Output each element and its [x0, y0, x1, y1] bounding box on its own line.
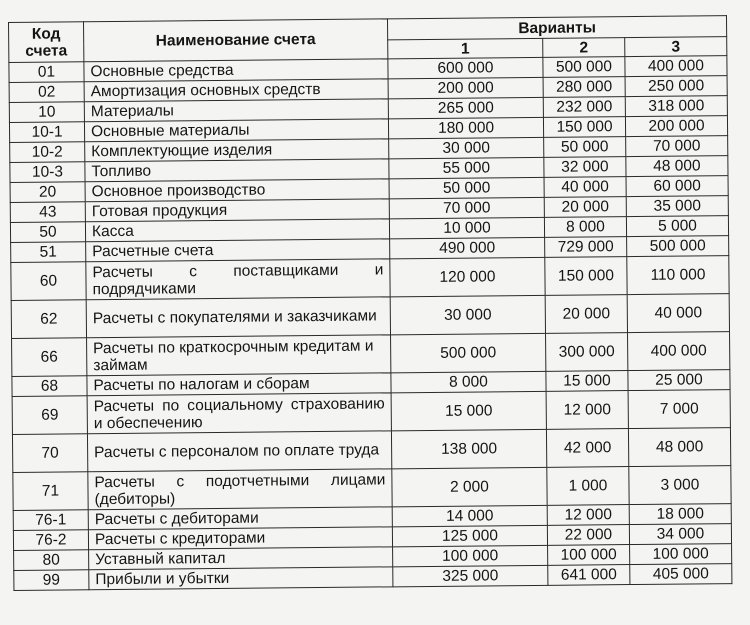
variant-2-value: 641 000: [548, 565, 630, 586]
variant-1-value: 30 000: [389, 137, 544, 158]
variant-2-value: 12 000: [546, 391, 628, 430]
name-header: Наименование счета: [84, 19, 388, 62]
account-name: Расчеты с покупателями и заказчиками: [86, 297, 390, 338]
account-name: Расчеты с персоналом по оплате труда: [87, 431, 391, 472]
variant-1-value: 55 000: [389, 157, 544, 178]
account-code: 70: [12, 434, 87, 473]
account-name: Расчеты по социальному страхованию и обеспечению: [87, 393, 391, 434]
variants-header: Варианты: [387, 16, 726, 40]
account-code: 76-2: [13, 530, 88, 551]
variant-2-value: 50 000: [544, 137, 626, 158]
variant-3-value: 110 000: [627, 256, 729, 295]
variant-1-value: 120 000: [390, 257, 545, 296]
variant-1-value: 138 000: [391, 429, 546, 468]
account-name: Расчетные счета: [86, 239, 390, 262]
account-name: Расчеты с дебиторами: [88, 507, 392, 530]
account-name: Амортизация основных средств: [84, 79, 388, 102]
account-code: 66: [12, 338, 87, 377]
variant-3-value: 48 000: [626, 156, 728, 177]
variant-1-value: 15 000: [391, 391, 546, 430]
account-name: Основные материалы: [84, 119, 388, 142]
account-code: 02: [9, 82, 84, 103]
account-code: 62: [11, 300, 86, 339]
variant-1-value: 500 000: [391, 333, 546, 372]
variant-1-value: 50 000: [389, 177, 544, 198]
accounts-table: [8, 15, 732, 591]
variant-3-value: 3 000: [629, 466, 731, 505]
variant-2-value: 232 000: [543, 97, 625, 118]
account-code: 10: [9, 102, 84, 123]
variant-2-value: 8 000: [544, 217, 626, 238]
account-code: 10-3: [10, 162, 85, 183]
variant-2-value: 500 000: [543, 57, 625, 78]
code-header: Код счета: [9, 22, 84, 63]
account-name: Готовая продукция: [85, 199, 389, 222]
account-code: 01: [9, 62, 84, 83]
account-name: Основное производство: [85, 179, 389, 202]
account-name: Основные средства: [84, 59, 388, 82]
account-name: Расчеты по краткосрочным кредитам и займам: [87, 335, 391, 376]
variant-3-value: 500 000: [627, 236, 729, 257]
variant-3-value: 34 000: [629, 524, 731, 545]
variant-3-value: 250 000: [625, 76, 727, 97]
variant-3-value: 7 000: [628, 390, 730, 429]
variant-1-header: 1: [388, 38, 543, 58]
account-code: 71: [13, 472, 88, 511]
variant-3-value: 35 000: [626, 196, 728, 217]
variant-1-value: 600 000: [388, 57, 543, 78]
variant-1-value: 8 000: [391, 371, 546, 392]
variant-2-value: 20 000: [545, 295, 627, 334]
variant-1-value: 30 000: [390, 295, 545, 334]
variant-3-value: 400 000: [628, 332, 730, 371]
variant-2-value: 300 000: [546, 333, 628, 372]
variant-3-value: 200 000: [625, 116, 727, 137]
variant-3-value: 100 000: [630, 544, 732, 565]
variant-1-value: 14 000: [392, 505, 547, 526]
account-code: 69: [12, 396, 87, 435]
variant-1-value: 100 000: [393, 545, 548, 566]
variant-3-value: 18 000: [629, 504, 731, 525]
account-code: 76-1: [13, 510, 88, 531]
variant-1-value: 325 000: [393, 565, 548, 586]
variant-2-value: 12 000: [547, 505, 629, 526]
account-name: Расчеты с поставщиками и подрядчиками: [86, 259, 390, 300]
account-code: 10-2: [10, 142, 85, 163]
variant-1-value: 265 000: [388, 97, 543, 118]
variant-1-value: 125 000: [392, 525, 547, 546]
variant-2-value: 150 000: [543, 117, 625, 138]
account-code: 60: [11, 262, 86, 301]
variant-3-value: 405 000: [630, 564, 732, 585]
account-name: Прибыли и убытки: [89, 567, 393, 590]
variant-3-value: 318 000: [625, 96, 727, 117]
variant-3-header: 3: [625, 37, 727, 57]
account-name: Касса: [85, 219, 389, 242]
variant-3-value: 40 000: [627, 294, 729, 333]
document-sheet: [8, 18, 727, 591]
variant-2-header: 2: [543, 38, 625, 58]
variant-2-value: 1 000: [547, 467, 629, 506]
account-name: Расчеты по налогам и сборам: [87, 373, 391, 396]
table-body: [9, 56, 732, 591]
variant-1-value: 10 000: [389, 217, 544, 238]
variant-2-value: 40 000: [544, 177, 626, 198]
account-code: 50: [10, 222, 85, 243]
variant-2-value: 15 000: [546, 371, 628, 392]
account-name: Материалы: [84, 99, 388, 122]
account-code: 10-1: [9, 122, 84, 143]
account-code: 80: [14, 550, 89, 571]
account-code: 99: [14, 570, 89, 591]
variant-1-value: 2 000: [392, 467, 547, 506]
variant-3-value: 5 000: [626, 216, 728, 237]
variant-3-value: 400 000: [625, 56, 727, 77]
variant-1-value: 490 000: [390, 237, 545, 258]
variant-2-value: 150 000: [545, 257, 627, 296]
account-name: Расчеты с подотчетными лицами (дебиторы): [88, 469, 392, 510]
account-code: 20: [10, 182, 85, 203]
account-name: Уставный капитал: [89, 547, 393, 570]
variant-3-value: 60 000: [626, 176, 728, 197]
variant-2-value: 22 000: [547, 525, 629, 546]
account-name: Расчеты с кредиторами: [88, 527, 392, 550]
account-code: 68: [12, 376, 87, 397]
variant-2-value: 729 000: [545, 237, 627, 258]
variant-2-value: 280 000: [543, 77, 625, 98]
variant-2-value: 100 000: [548, 545, 630, 566]
variant-2-value: 42 000: [546, 429, 628, 468]
variant-1-value: 180 000: [388, 117, 543, 138]
variant-1-value: 200 000: [388, 77, 543, 98]
account-name: Топливо: [85, 159, 389, 182]
account-code: 43: [10, 202, 85, 223]
variant-3-value: 70 000: [626, 136, 728, 157]
account-name: Комплектующие изделия: [85, 139, 389, 162]
variant-3-value: 25 000: [628, 370, 730, 391]
variant-3-value: 48 000: [628, 428, 730, 467]
variant-2-value: 32 000: [544, 157, 626, 178]
variant-1-value: 70 000: [389, 197, 544, 218]
variant-2-value: 20 000: [544, 197, 626, 218]
account-code: 51: [11, 242, 86, 263]
